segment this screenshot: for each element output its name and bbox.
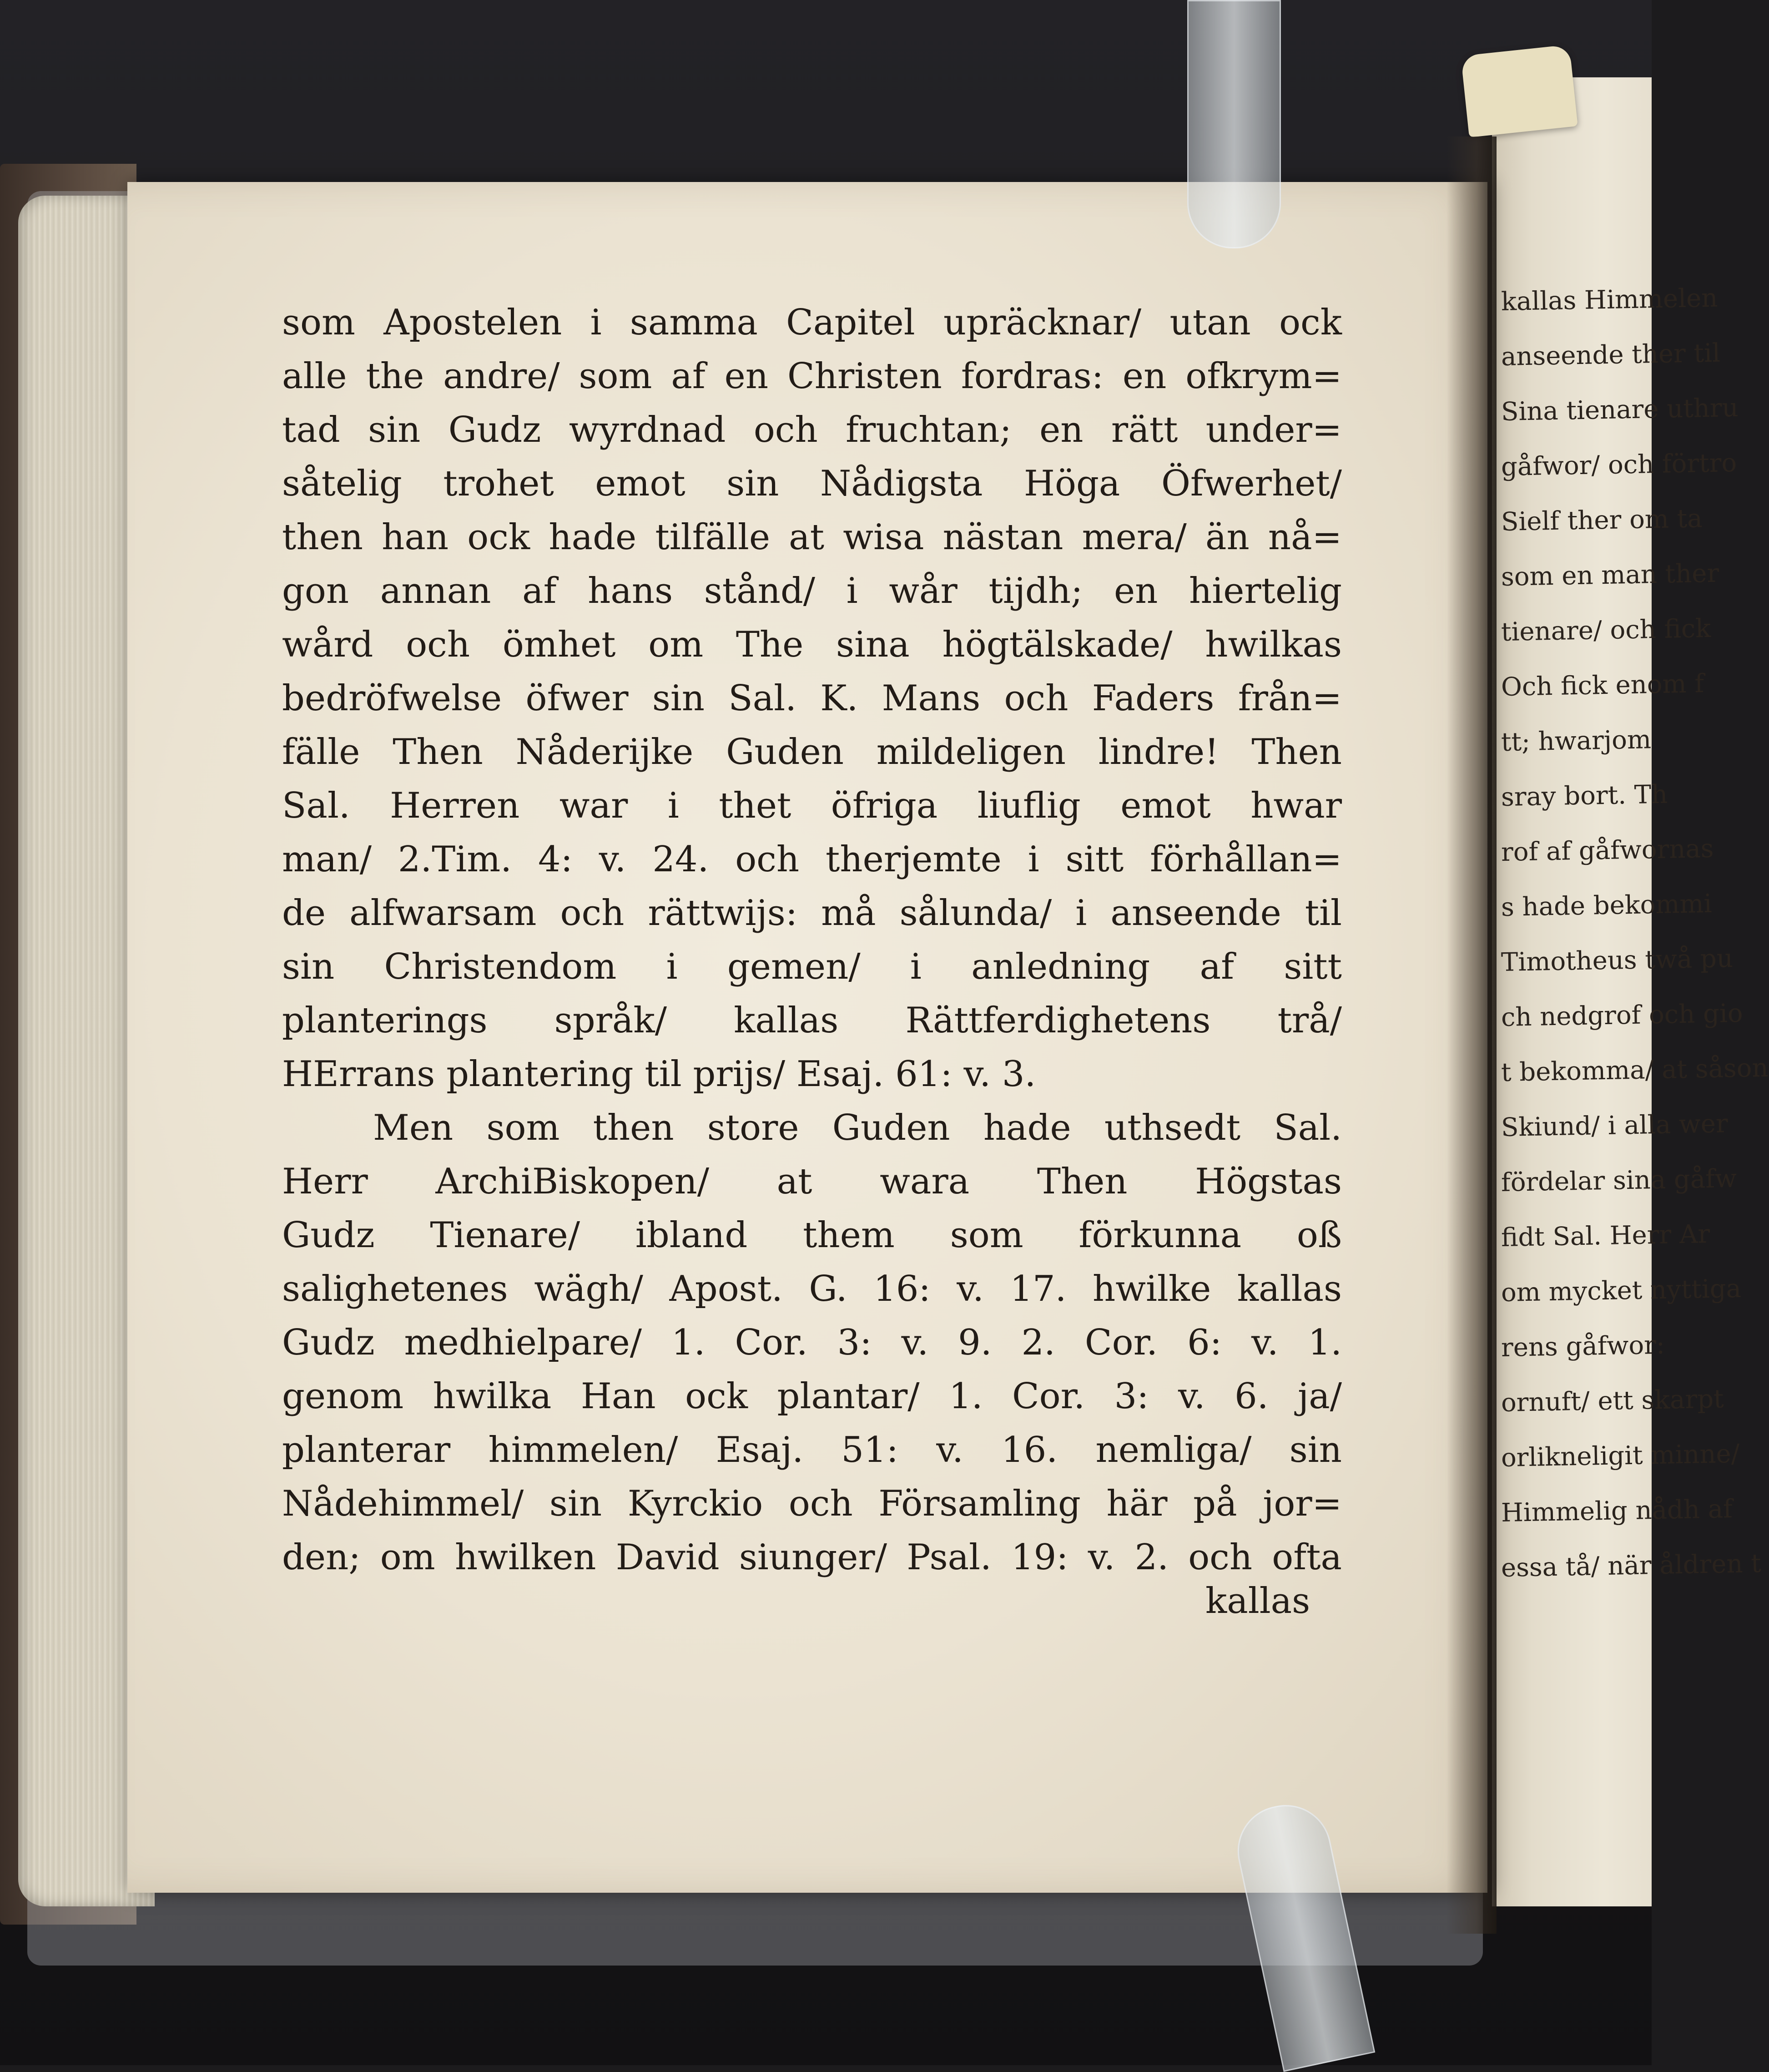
text-line: planterings språk/ kallas Rättferdighetens trå/ (282, 1000, 1342, 1041)
right-text-line: Himmelig nådh af (1501, 1494, 1733, 1528)
right-page-text (1501, 273, 1769, 1594)
gutter-shadow (1446, 136, 1497, 1934)
text-line: Sal. Herren war i thet öfriga liuflig emot hwar (282, 785, 1342, 826)
text-line: Men som then store Guden hade uthsedt Sal. (373, 1107, 1342, 1148)
text-line: som Apostelen i samma Capitel upräcknar/ utan ock (282, 302, 1342, 343)
text-line: then han ock hade tilfälle at wisa nästan mera/ än nå= (282, 517, 1342, 558)
right-text-line: orlikneligit minne/ (1501, 1439, 1740, 1473)
text-line: de alfwarsam och rättwijs: må sålunda/ i anseende til (282, 893, 1342, 934)
right-text-line: tienare/ och fick (1501, 613, 1711, 647)
right-text-line: rof af gåfwornas (1501, 834, 1714, 867)
right-text-line: t bekomma/ at såson (1501, 1053, 1769, 1087)
text-line: såtelig trohet emot sin Nådigsta Höga Öfwerhet/ (282, 463, 1342, 504)
left-page-text (282, 296, 1342, 1584)
right-text-line: om mycket nyttiga (1501, 1274, 1742, 1308)
right-text-line: tt; hwarjom (1501, 725, 1652, 757)
right-text-line: rens gåfwor: (1501, 1330, 1665, 1363)
right-text-line: anseende ther til (1501, 338, 1721, 372)
text-line: gon annan af hans stånd/ i wår tijdh; en hiertelig (282, 571, 1342, 611)
text-line: planterar himmelen/ Esaj. 51: v. 16. nemliga/ sin (282, 1430, 1342, 1471)
text-line: genom hwilka Han ock plantar/ 1. Cor. 3: v. 6. ja/ (282, 1376, 1342, 1417)
catchword: kallas (1205, 1581, 1310, 1622)
right-text-line: Sina tienare uthru (1501, 393, 1739, 427)
text-line: sin Christendom i gemen/ i anledning af sitt (282, 946, 1342, 987)
right-text-line: Sielf ther om ta (1501, 504, 1703, 537)
paper-tab (1461, 45, 1578, 137)
right-text-line: Skiund/ i alla wer (1501, 1109, 1729, 1142)
text-line: HErrans plantering til prijs/ Esaj. 61: v. 3. (282, 1054, 1036, 1095)
right-text-line: Timotheus twå pu (1501, 944, 1734, 977)
text-line: wård och ömhet om The sina högtälskade/ hwilkas (282, 624, 1342, 665)
right-text-line: sray bort. Th (1501, 779, 1668, 812)
right-text-line: fördelar sina gåfw (1501, 1163, 1737, 1198)
right-text-line: som en man ther (1501, 558, 1719, 592)
text-line: bedröfwelse öfwer sin Sal. K. Mans och Faders från= (282, 678, 1342, 719)
text-line: den; om hwilken David siunger/ Psal. 19: v. 2. och ofta (282, 1537, 1342, 1578)
right-text-line: Och fick enom f (1501, 669, 1704, 702)
text-line: Nådehimmel/ sin Kyrckio och Församling här på jor= (282, 1483, 1342, 1524)
right-text-line: s hade bekommi (1501, 889, 1713, 922)
right-text-line: kallas Himmelen (1501, 283, 1718, 317)
text-line: fälle Then Nåderijke Guden mildeligen lindre! Then (282, 732, 1342, 773)
text-line: tad sin Gudz wyrdnad och fruchtan; en rätt under= (282, 409, 1342, 450)
book-clip-top (1187, 0, 1281, 248)
text-line: Gudz medhielpare/ 1. Cor. 3: v. 9. 2. Cor. 6: v. 1. (282, 1322, 1342, 1363)
right-text-line: ornuft/ ett skarpt (1501, 1384, 1724, 1418)
right-text-line: ch nedgrof och gio (1501, 998, 1744, 1032)
text-line: Herr ArchiBiskopen/ at wara Then Högstas (282, 1161, 1342, 1202)
text-line: man/ 2.Tim. 4: v. 24. och therjemte i sitt förhållan= (282, 839, 1342, 880)
text-line: Gudz Tienare/ ibland them som förkunna oß (282, 1215, 1342, 1256)
text-line: alle the andre/ som af en Christen fordras: en ofkrym= (282, 356, 1342, 397)
right-text-line: fidt Sal. Herr Ar (1501, 1219, 1710, 1253)
right-text-line: essa tå/ när åldren t (1501, 1548, 1762, 1583)
text-line: salighetenes wägh/ Apost. G. 16: v. 17. hwilke kallas (282, 1268, 1342, 1309)
right-text-line: gåfwor/ och förtro (1501, 448, 1737, 482)
